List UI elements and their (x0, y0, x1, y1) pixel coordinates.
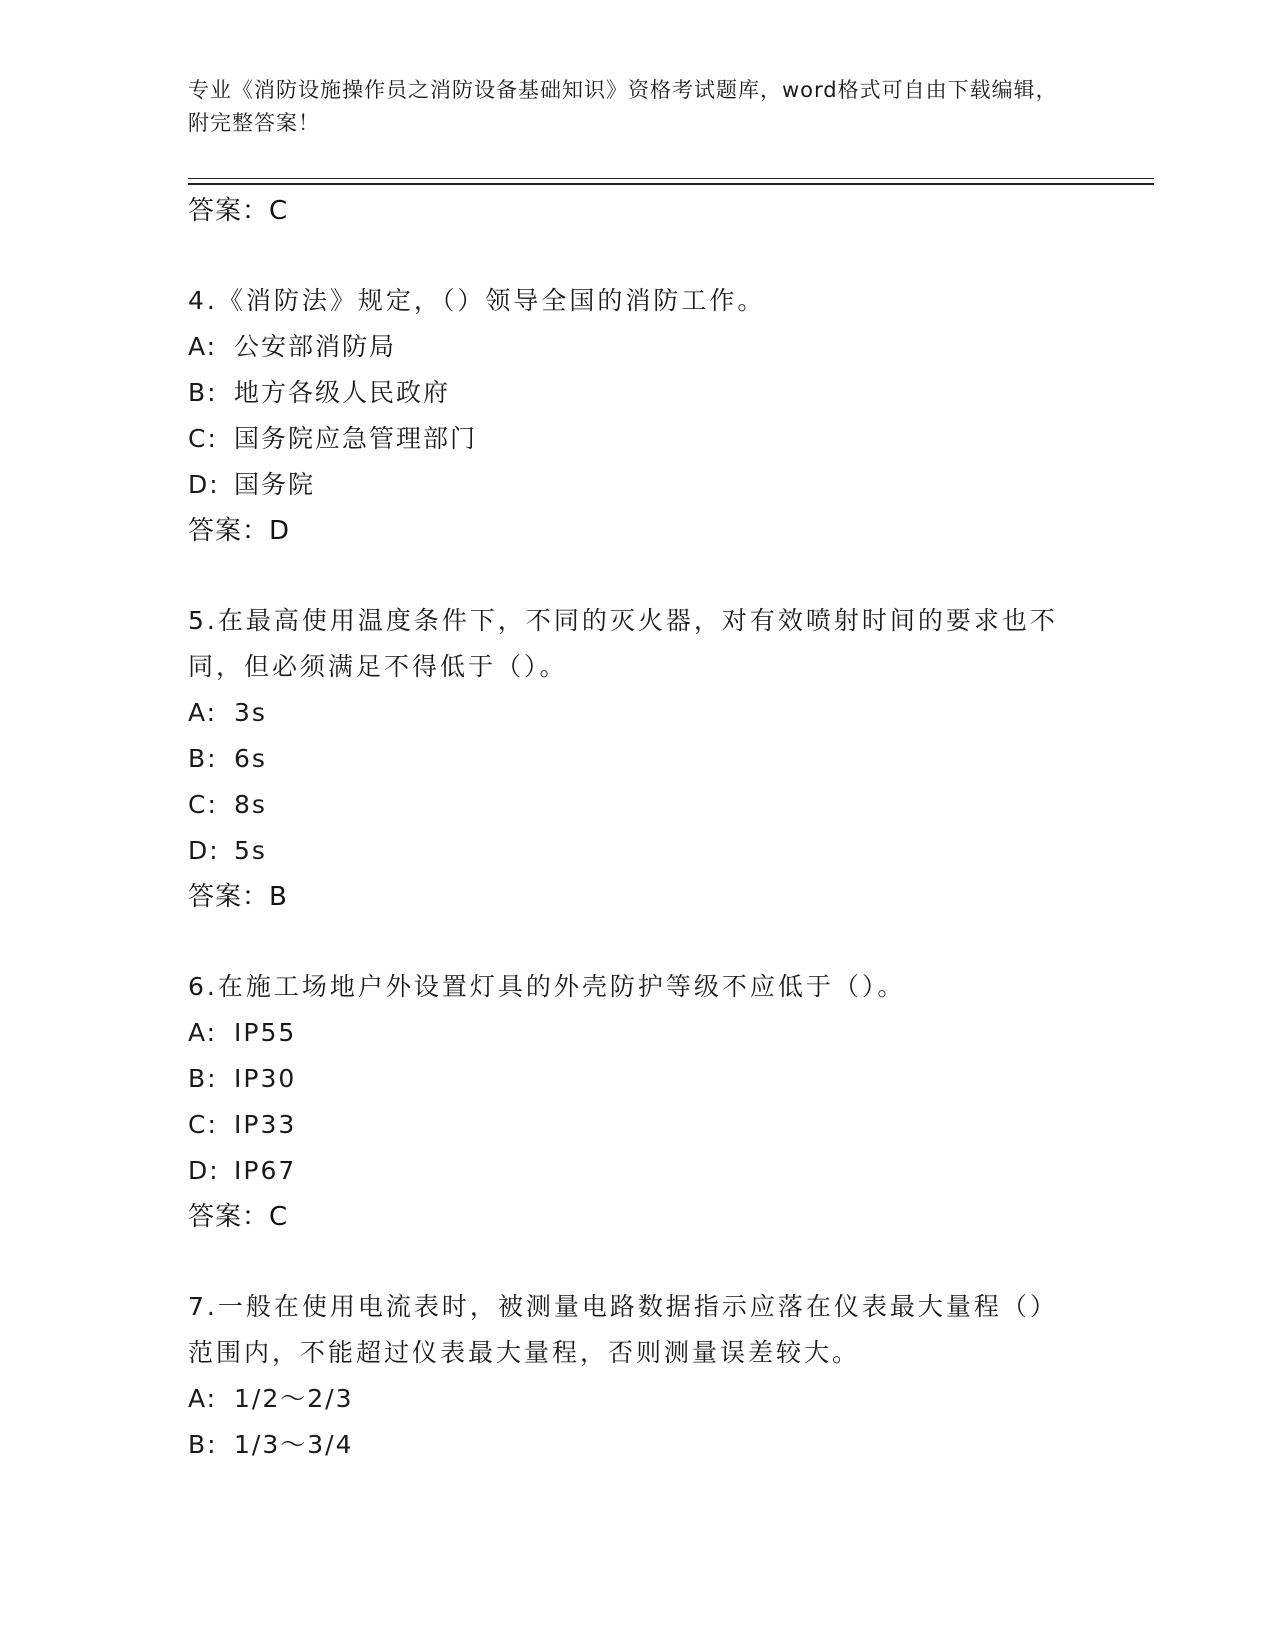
option-a (188, 1010, 1088, 1056)
option-text: 公安部消防局 (234, 332, 397, 361)
answer-line: 答案：C (188, 1202, 289, 1232)
option-text: 6s (234, 744, 267, 773)
option-text: 8s (234, 790, 267, 819)
option-letter: B: (188, 1430, 218, 1459)
header-divider (188, 178, 1154, 185)
option-letter: B: (188, 378, 218, 407)
option-letter: D: (188, 1156, 220, 1185)
option-b (188, 1056, 1088, 1102)
option-a (188, 1376, 1088, 1422)
option-letter: D: (188, 470, 220, 499)
question-text: 6.在施工场地户外设置灯具的外壳防护等级不应低于（）。 (188, 972, 906, 1001)
question-7 (188, 1284, 1088, 1468)
question-6 (188, 964, 1088, 1240)
option-b (188, 736, 1088, 782)
question-text: 5.在最高使用温度条件下，不同的灭火器，对有效喷射时间的要求也不同，但必须满足不得低于（）。 (188, 606, 1058, 681)
option-b (188, 370, 1088, 416)
option-text: IP33 (234, 1110, 297, 1139)
answer-line: 答案：C (188, 196, 289, 226)
option-text: 国务院应急管理部门 (234, 424, 478, 453)
option-text: IP55 (234, 1018, 297, 1047)
option-letter: A: (188, 1018, 218, 1047)
option-text: IP30 (234, 1064, 297, 1093)
option-c (188, 782, 1088, 828)
option-d (188, 1148, 1088, 1194)
answer-line: 答案：B (188, 882, 288, 912)
question-4 (188, 278, 1088, 554)
option-letter: D: (188, 836, 220, 865)
option-letter: C: (188, 1110, 218, 1139)
question-list (188, 188, 1088, 1468)
option-a (188, 690, 1088, 736)
option-b (188, 1422, 1088, 1468)
option-c (188, 416, 1088, 462)
answer-line: 答案：D (188, 516, 291, 546)
option-letter: C: (188, 790, 218, 819)
option-letter: A: (188, 698, 218, 727)
option-text: 1/2～2/3 (234, 1384, 354, 1413)
option-text: 5s (234, 836, 267, 865)
option-a (188, 324, 1088, 370)
option-text: 3s (234, 698, 267, 727)
question-text: 7.一般在使用电流表时，被测量电路数据指示应落在仪表最大量程（）范围内，不能超过仪表最大量程，否则测量误差较大。 (188, 1292, 1058, 1367)
option-d (188, 462, 1088, 508)
option-d (188, 828, 1088, 874)
option-letter: C: (188, 424, 218, 453)
option-c (188, 1102, 1088, 1148)
option-text: IP67 (234, 1156, 297, 1185)
option-text: 国务院 (234, 470, 316, 499)
option-text: 1/3～3/4 (234, 1430, 354, 1459)
option-letter: B: (188, 1064, 218, 1093)
option-letter: A: (188, 1384, 218, 1413)
page-header: 专业《消防设施操作员之消防设备基础知识》资格考试题库，word格式可自由下载编辑，附完整答案！ (188, 78, 1058, 135)
option-letter: A: (188, 332, 218, 361)
option-text: 地方各级人民政府 (234, 378, 451, 407)
question-text: 4.《消防法》规定，（）领导全国的消防工作。 (188, 286, 766, 315)
option-letter: B: (188, 744, 218, 773)
question-5 (188, 598, 1088, 920)
